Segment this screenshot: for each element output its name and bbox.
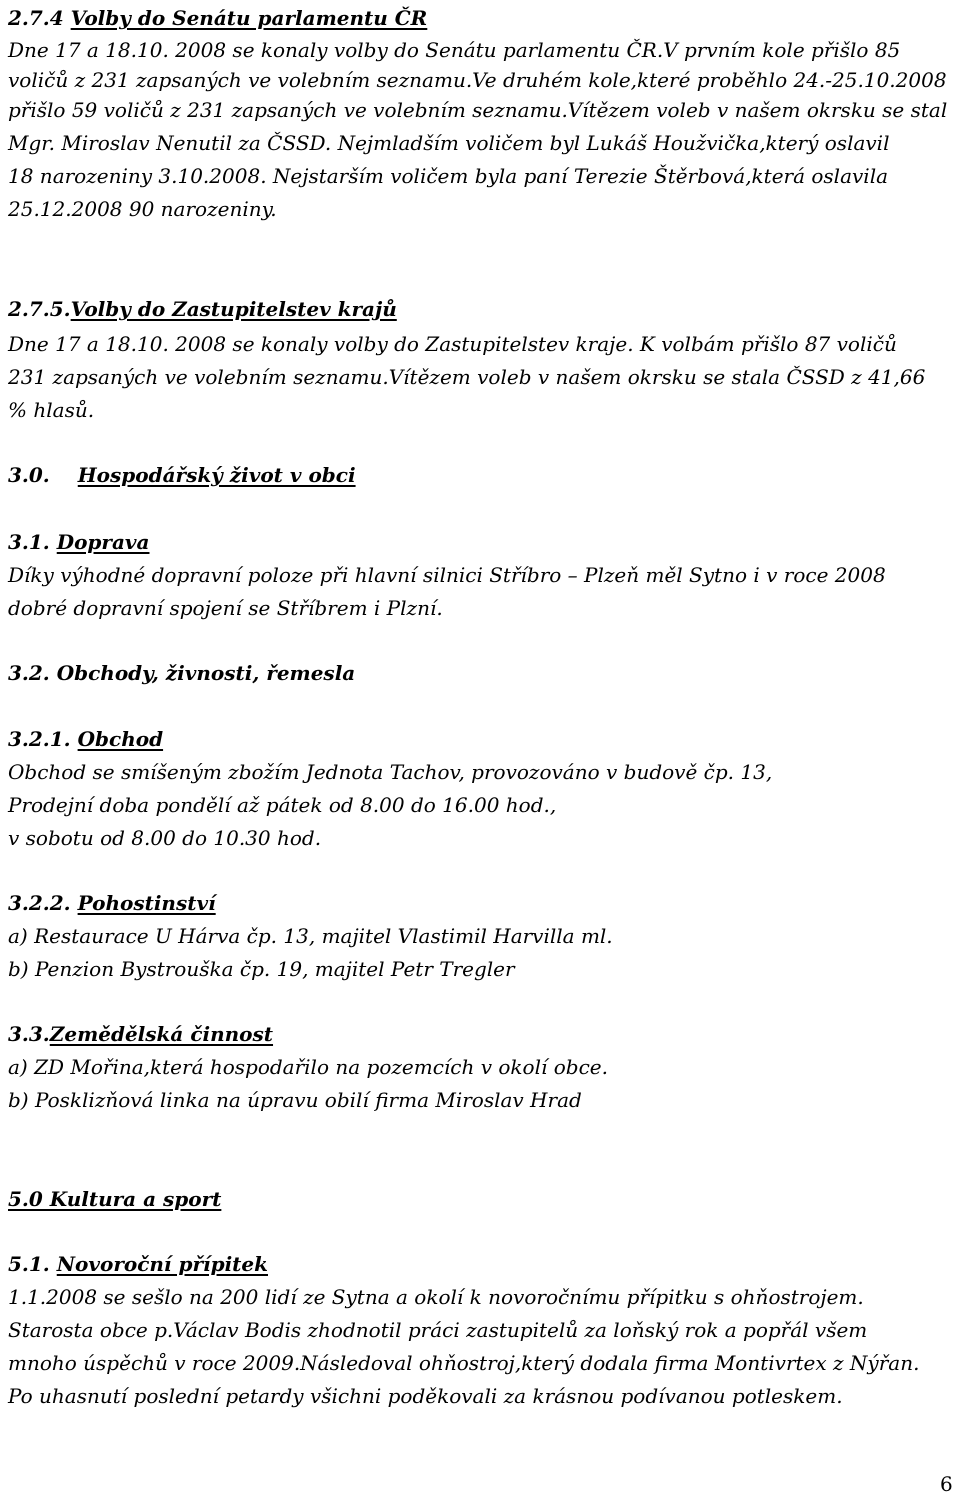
paragraph-line: Dne 17 a 18.10. 2008 se konaly volby do Zastupitelstev kraje. K volbám přišlo 87 voličů bbox=[8, 332, 897, 356]
paragraph-line: 231 zapsaných ve volebním seznamu.Vítězem voleb v našem okrsku se stala ČSSD z 41,66 bbox=[8, 365, 926, 389]
heading-2-7-4 bbox=[8, 6, 427, 30]
heading-3-0 bbox=[8, 463, 356, 487]
paragraph-line: Díky výhodné dopravní poloze při hlavní silnici Stříbro – Plzeň měl Sytno i v roce 2008 bbox=[8, 563, 886, 587]
heading-title: Doprava bbox=[56, 530, 150, 554]
heading-number: 3.2.2. bbox=[8, 891, 71, 915]
heading-title: Pohostinství bbox=[77, 891, 216, 915]
heading-number: 5.1. bbox=[8, 1252, 50, 1276]
heading-2-7-5 bbox=[8, 297, 397, 321]
paragraph-line: Po uhasnutí poslední petardy všichni poděkovali za krásnou podívanou potleskem. bbox=[8, 1384, 843, 1408]
heading-number: 3.1. bbox=[8, 530, 50, 554]
paragraph-line: Dne 17 a 18.10. 2008 se konaly volby do Senátu parlamentu ČR.V prvním kole přišlo 85 bbox=[8, 38, 901, 62]
paragraph-line: v sobotu od 8.00 do 10.30 hod. bbox=[8, 826, 322, 850]
heading-number: 3.3. bbox=[8, 1022, 50, 1046]
paragraph-line: Mgr. Miroslav Nenutil za ČSSD. Nejmladším voličem byl Lukáš Houžvička,který oslavil bbox=[8, 131, 890, 155]
paragraph-line: voličů z 231 zapsaných ve volebním seznamu.Ve druhém kole,které proběhlo 24.-25.10.2008 bbox=[8, 68, 947, 92]
heading-title: Volby do Zastupitelstev krajů bbox=[70, 297, 397, 321]
paragraph-line: Prodejní doba pondělí až pátek od 8.00 do 16.00 hod., bbox=[8, 793, 557, 817]
paragraph-line: Obchod se smíšeným zbožím Jednota Tachov, provozováno v budově čp. 13, bbox=[8, 760, 773, 784]
paragraph-line: Starosta obce p.Václav Bodis zhodnotil práci zastupitelů za loňský rok a popřál všem bbox=[8, 1318, 868, 1342]
heading-3-1 bbox=[8, 530, 149, 554]
heading-3-3 bbox=[8, 1022, 273, 1046]
heading-number: 3.2.1. bbox=[8, 727, 71, 751]
heading-title: Obchod bbox=[77, 727, 164, 751]
heading-number: 3.0. bbox=[8, 463, 50, 487]
heading-5-1 bbox=[8, 1252, 268, 1276]
paragraph-line: % hlasů. bbox=[8, 398, 95, 422]
list-item: a) Restaurace U Hárva čp. 13, majitel Vlastimil Harvilla ml. bbox=[8, 924, 613, 948]
paragraph-line: přišlo 59 voličů z 231 zapsaných ve volebním seznamu.Vítězem voleb v našem okrsku se stal bbox=[8, 98, 948, 122]
paragraph-line: 1.1.2008 se sešlo na 200 lidí ze Sytna a okolí k novoročnímu přípitku s ohňostrojem. bbox=[8, 1285, 864, 1309]
heading-title: Zemědělská činnost bbox=[49, 1022, 274, 1046]
paragraph-line: dobré dopravní spojení se Stříbrem i Plzní. bbox=[8, 596, 443, 620]
list-item: b) Penzion Bystrouška čp. 19, majitel Petr Tregler bbox=[8, 957, 515, 981]
heading-number: 2.7.4 bbox=[8, 6, 64, 30]
paragraph-line: 18 narozeniny 3.10.2008. Nejstarším voličem byla paní Terezie Štěrbová,která oslavila bbox=[8, 164, 889, 188]
heading-5-0: 5.0 Kultura a sport bbox=[8, 1187, 222, 1211]
heading-number: 2.7.5. bbox=[8, 297, 71, 321]
heading-title: Volby do Senátu parlamentu ČR bbox=[70, 6, 428, 30]
heading-title: Novoroční přípitek bbox=[56, 1252, 268, 1276]
heading-title: Hospodářský život v obci bbox=[77, 463, 356, 487]
paragraph-line: mnoho úspěchů v roce 2009.Následoval ohňostroj,který dodala firma Montivrtex z Nýřan. bbox=[8, 1351, 920, 1375]
heading-3-2-2 bbox=[8, 891, 216, 915]
paragraph-line: 25.12.2008 90 narozeniny. bbox=[8, 197, 277, 221]
heading-3-2-1 bbox=[8, 727, 163, 751]
list-item: b) Posklizňová linka na úpravu obilí firma Miroslav Hrad bbox=[8, 1088, 582, 1112]
heading-3-2: 3.2. Obchody, živnosti, řemesla bbox=[8, 661, 356, 685]
page-number: 6 bbox=[940, 1472, 953, 1496]
list-item: a) ZD Mořina,která hospodařilo na pozemcích v okolí obce. bbox=[8, 1055, 608, 1079]
